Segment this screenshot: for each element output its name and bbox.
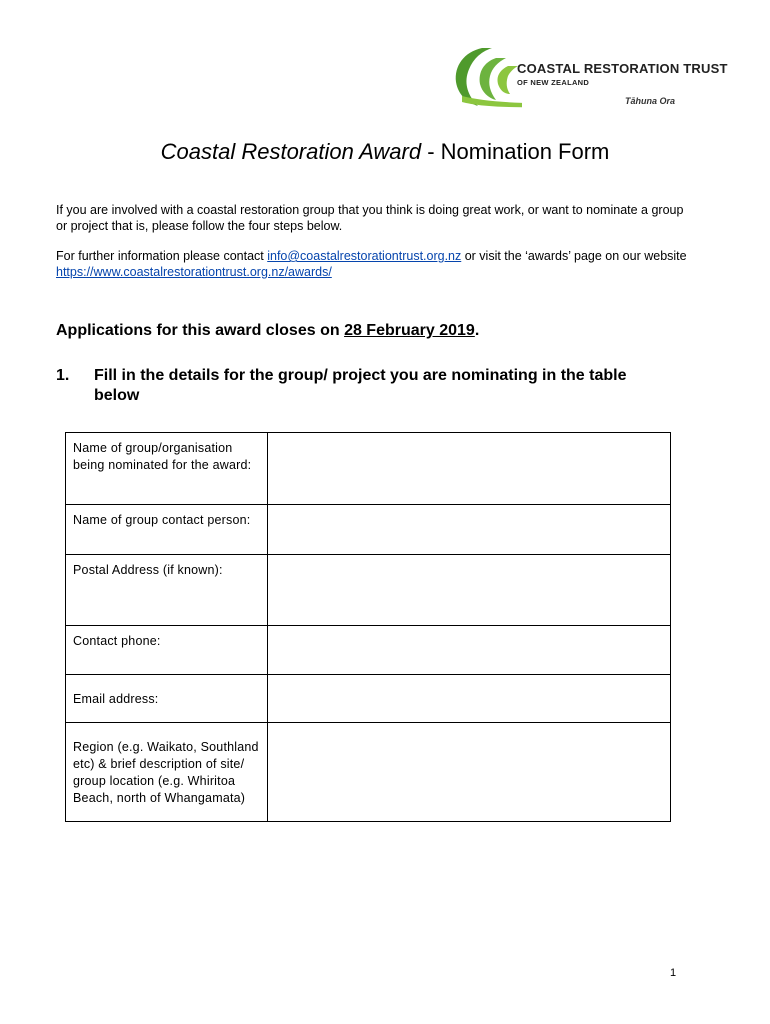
row-label: Region (e.g. Waikato, Southland etc) & brief description of site/ group location (e.g. Whiritoa Beach, north of Whangamata): [66, 723, 268, 822]
deadline-heading: [56, 322, 479, 340]
group-name-field[interactable]: [267, 433, 670, 505]
logo-line2: OF NEW ZEALAND: [517, 78, 590, 87]
logo-tagline: Tāhuna Ora: [625, 96, 676, 106]
wave-logo-icon: [452, 44, 522, 112]
row-label: Postal Address (if known):: [66, 555, 268, 626]
row-label: Name of group/organisation being nominated for the award:: [66, 433, 268, 505]
intro-paragraph: If you are involved with a coastal restoration group that you think is doing great work, or want to nominate a group or project that is, please follow the four steps below.: [56, 203, 684, 233]
table-row: [66, 505, 671, 555]
table-row: [66, 433, 671, 505]
postal-address-field[interactable]: [267, 555, 670, 626]
row-label: Contact phone:: [66, 626, 268, 675]
step-text: Fill in the details for the group/ project you are nominating in the table below: [94, 367, 627, 404]
contact-middle: or visit the ‘awards’ page on our website: [461, 249, 687, 263]
nomination-table: [65, 432, 671, 822]
deadline-prefix: Applications for this award closes on: [56, 322, 345, 339]
region-description-field[interactable]: [267, 723, 670, 822]
table-row: [66, 675, 671, 723]
awards-page-link[interactable]: https://www.coastalrestorationtrust.org.nz/awards/: [56, 264, 332, 279]
page-title: [0, 139, 770, 165]
deadline-suffix: .: [474, 322, 480, 339]
email-address-field[interactable]: [267, 675, 670, 723]
logo-line1: COASTAL RESTORATION TRUST: [517, 61, 728, 76]
table-row: [66, 555, 671, 626]
step-number: 1.: [56, 367, 70, 384]
table-row: [66, 723, 671, 822]
contact-phone-field[interactable]: [267, 626, 670, 675]
contact-email-link[interactable]: info@coastalrestorationtrust.org.nz: [267, 249, 462, 263]
row-label: Email address:: [66, 675, 268, 723]
page-number: 1: [670, 967, 677, 979]
table-row: [66, 626, 671, 675]
contact-paragraph: [56, 249, 696, 280]
title-rest: - Nomination Form: [421, 139, 610, 164]
contact-person-field[interactable]: [267, 505, 670, 555]
deadline-date: 28 February 2019: [344, 322, 475, 339]
trust-logo: [452, 44, 728, 112]
row-label: Name of group contact person:: [66, 505, 268, 555]
contact-prefix: For further information please contact: [56, 249, 268, 263]
title-italic: Coastal Restoration Award: [160, 139, 422, 164]
